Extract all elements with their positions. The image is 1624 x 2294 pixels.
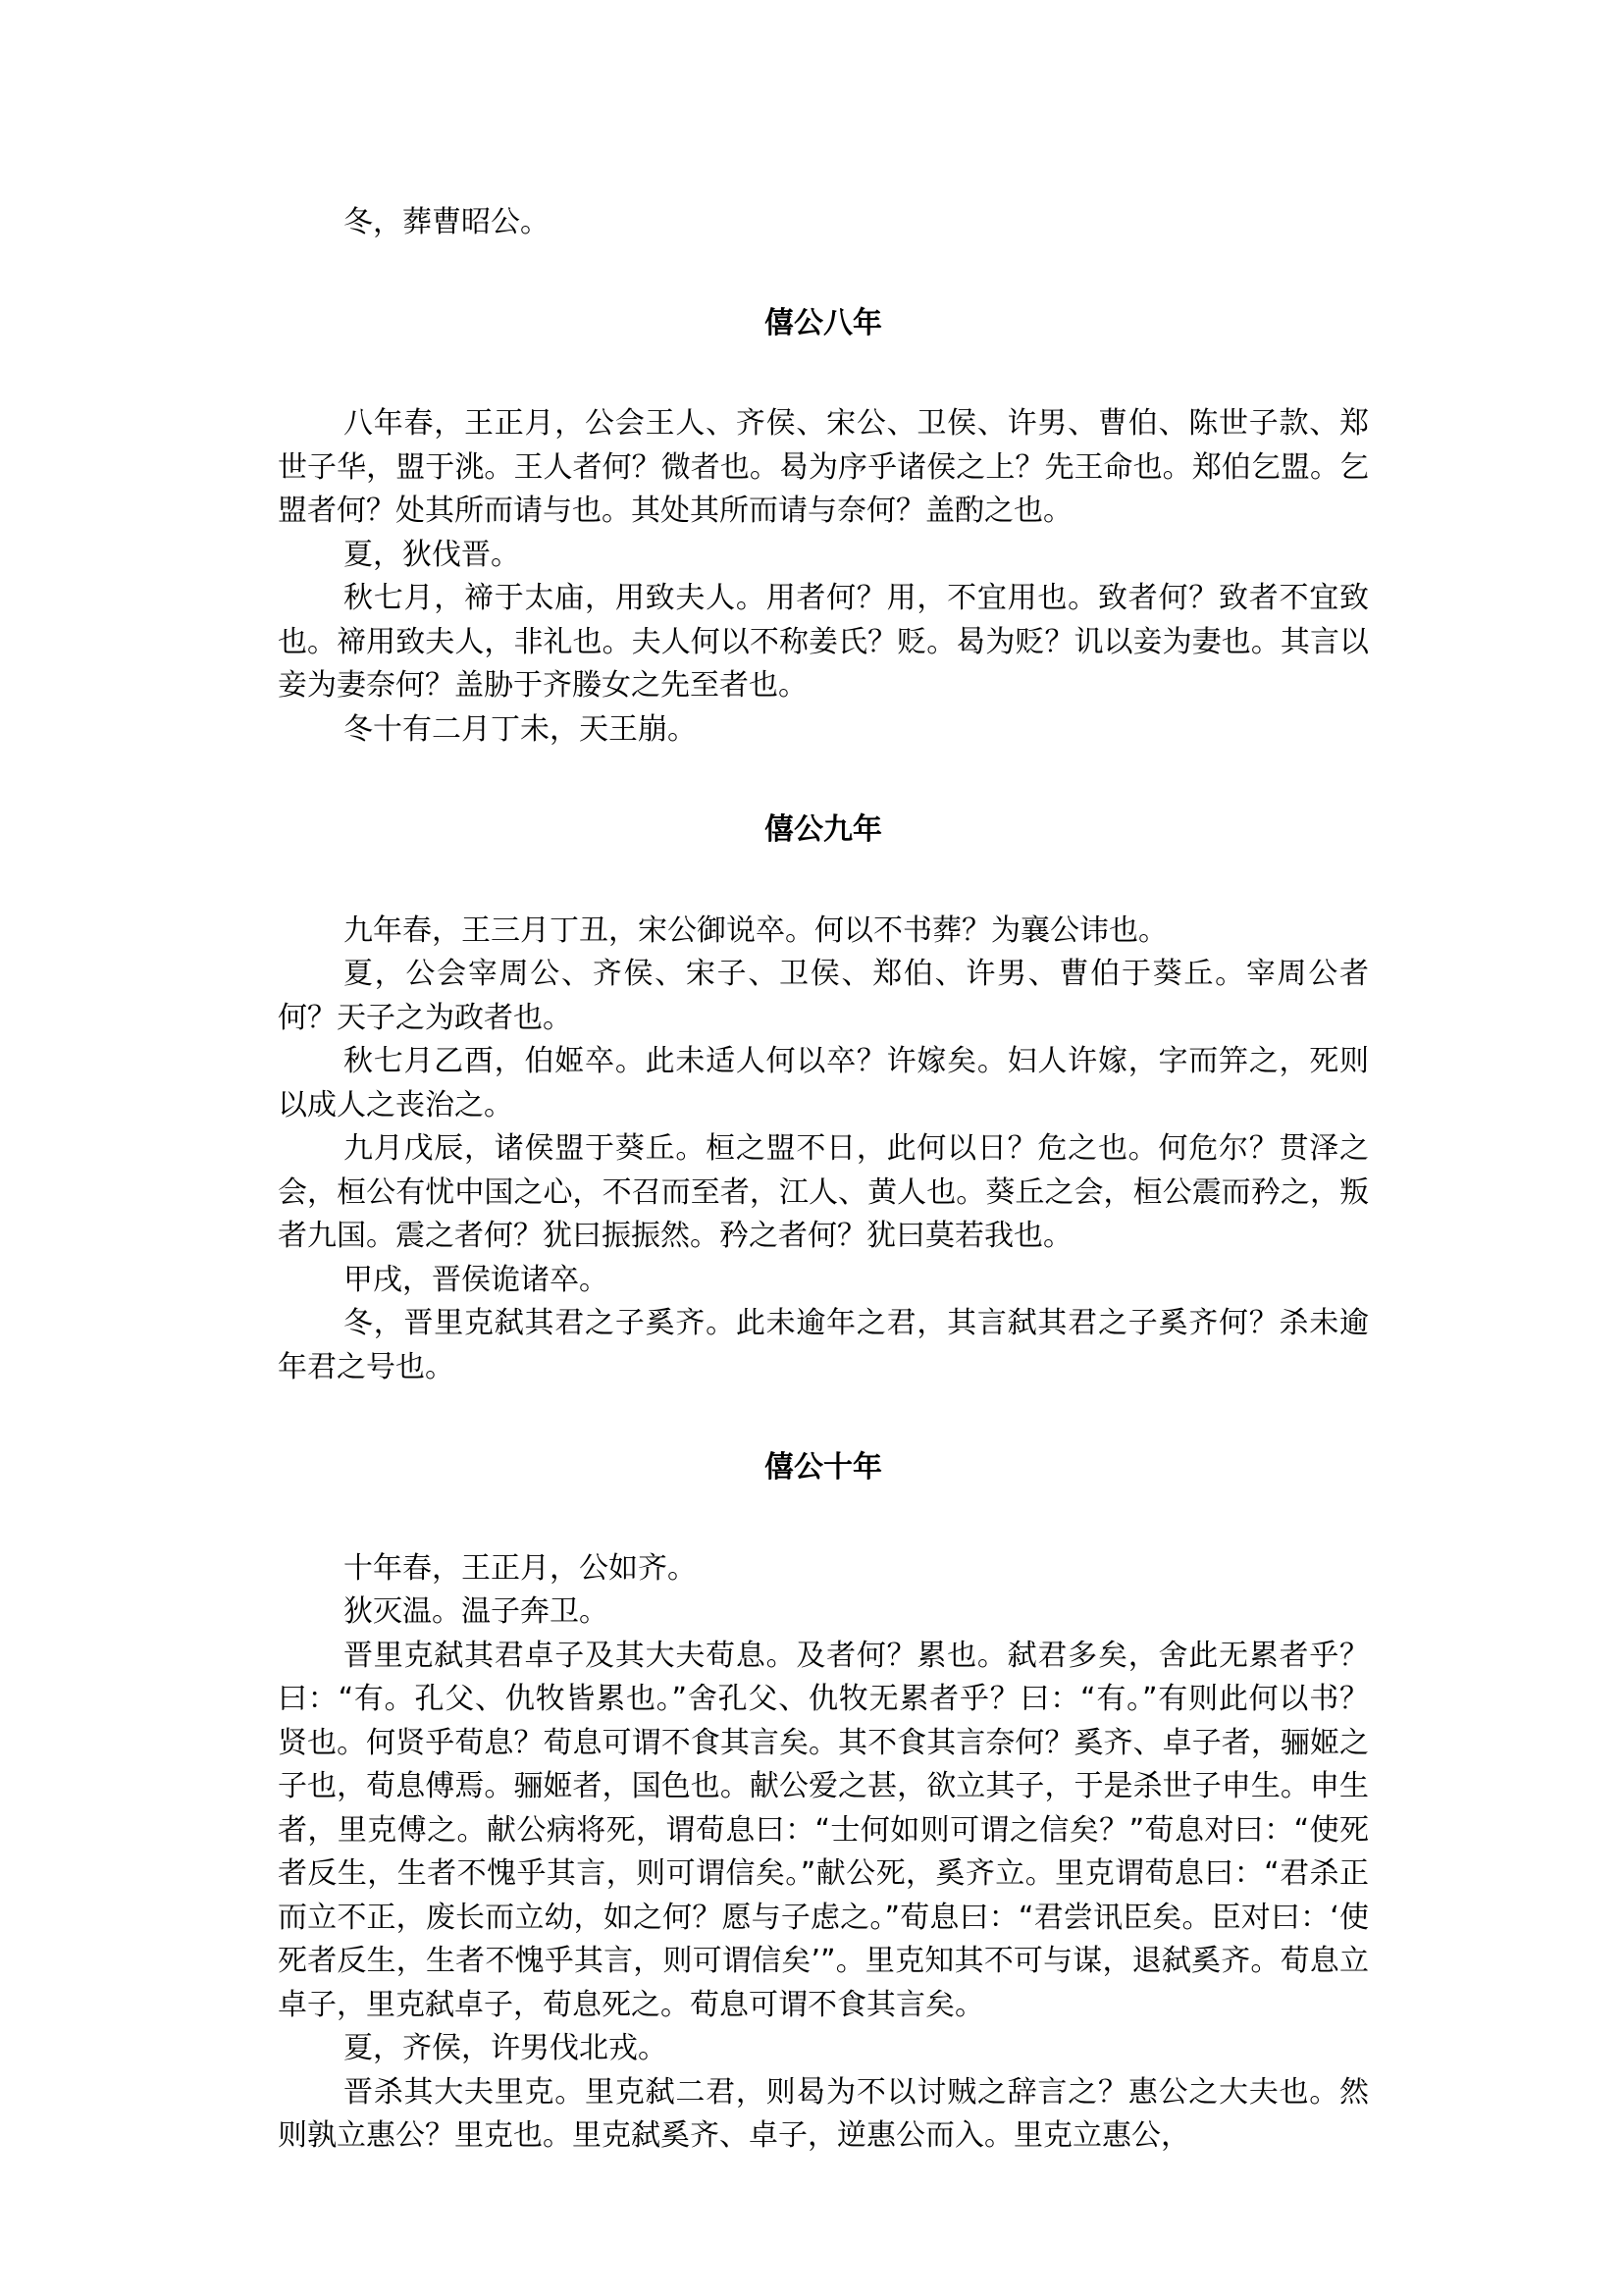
paragraph: 八年春，王正月，公会王人、齐侯、宋公、卫侯、许男、曹伯、陈世子款、郑世子华，盟于洮。王人者何？微者也。曷为序乎诸侯之上？先王命也。郑伯乞盟。乞盟者何？处其所而请与也。其处其所而请与奈何？盖酌之也。	[278, 406, 1369, 528]
paragraph: 冬，葬曹昭公。	[343, 205, 550, 239]
section-heading: 僖公九年	[764, 812, 882, 847]
paragraph: 九月戊辰，诸侯盟于葵丘。桓之盟不日，此何以日？危之也。何危尔？贯泽之会，桓公有忧中国之心，不召而至者，江人、黄人也。葵丘之会，桓公震而矜之，叛者九国。震之者何？犹曰振振然。矜之者何？犹曰莫若我也。	[278, 1131, 1369, 1253]
paragraph: 晋杀其大夫里克。里克弑二君，则曷为不以讨贼之辞言之？惠公之大夫也。然则孰立惠公？里克也。里克弑奚齐、卓子，逆惠公而入。里克立惠公，	[278, 2074, 1369, 2153]
paragraph: 晋里克弑其君卓子及其大夫荀息。及者何？累也。弑君多矣，舍此无累者乎？曰：“有。孔父、仇牧皆累也。”舍孔父、仇牧无累者乎？曰：“有。”有则此何以书？贤也。何贤乎荀息？荀息可谓不食其言矣。其不食其言奈何？奚齐、卓子者，骊姬之子也，荀息傅焉。骊姬者，国色也。献公爱之甚，欲立其子，于是杀世子申生。申生者，里克傅之。献公病将死，谓荀息曰：“士何如则可谓之信矣？”荀息对曰：“使死者反生，生者不愧乎其言，则可谓信矣。”献公死，奚齐立。里克谓荀息曰：“君杀正而立不正，废长而立幼，如之何？愿与子虑之。”荀息曰：“君尝讯臣矣。臣对曰：‘使死者反生，生者不愧乎其言，则可谓信矣’”。里克知其不可与谋，退弑奚齐。荀息立卓子，里克弑卓子，荀息死之。荀息可谓不食其言矣。	[278, 1638, 1369, 2022]
section-heading: 僖公十年	[764, 1450, 882, 1485]
paragraph: 夏，齐侯，许男伐北戎。	[343, 2031, 667, 2065]
paragraph: 秋七月，禘于太庙，用致夫人。用者何？用，不宜用也。致者何？致者不宜致也。禘用致夫人，非礼也。夫人何以不称姜氏？贬。曷为贬？讥以妾为妻也。其言以妾为妻奈何？盖胁于齐媵女之先至者也。	[278, 581, 1369, 703]
paragraph: 狄灭温。温子奔卫。	[343, 1594, 608, 1629]
paragraph: 甲戌，晋侯诡诸卒。	[343, 1262, 608, 1297]
paragraph: 冬，晋里克弑其君之子奚齐。此未逾年之君，其言弑其君之子奚齐何？杀未逾年君之号也。	[278, 1306, 1369, 1384]
paragraph: 十年春，王正月，公如齐。	[343, 1550, 697, 1586]
paragraph: 夏，公会宰周公、齐侯、宋子、卫侯、郑伯、许男、曹伯于葵丘。宰周公者何？天子之为政者也。	[278, 957, 1369, 1035]
paragraph: 夏，狄伐晋。	[343, 537, 520, 572]
paragraph: 秋七月乙酉，伯姬卒。此未适人何以卒？许嫁矣。妇人许嫁，字而笄之，死则以成人之丧治之。	[278, 1044, 1369, 1122]
document-page	[278, 201, 1369, 2159]
paragraph: 九年春，王三月丁丑，宋公御说卒。何以不书葬？为襄公讳也。	[343, 912, 1168, 948]
section-heading: 僖公八年	[764, 305, 882, 340]
paragraph: 冬十有二月丁未，天王崩。	[343, 711, 697, 747]
